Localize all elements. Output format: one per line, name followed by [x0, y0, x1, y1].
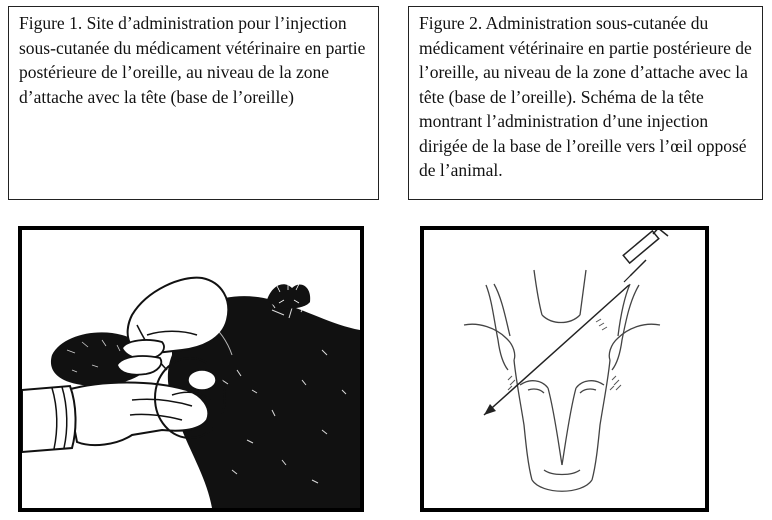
figure-2-illustration — [420, 226, 709, 512]
figure-1-caption-box — [8, 6, 379, 200]
figure-2-caption: Figure 2. Administration sous-cutanée du médicament vétérinaire en partie postérieure de l’oreille, au niveau de la zone d’attache avec la tête (base de l’oreille). Schéma de la tête montrant l’administration d’une injection dirigée de la base de l’oreille vers l’œil opposé de l’animal. — [419, 13, 752, 180]
head-schematic-illustration — [424, 230, 705, 508]
ear-injection-illustration — [22, 230, 360, 508]
figure-1-caption: Figure 1. Site d’administration pour l’injection sous-cutanée du médicament vétérinaire en partie postérieure de l’oreille, au niveau de la zone d’attache avec la tête (base de l’oreille) — [19, 13, 366, 107]
figure-2-caption-box — [408, 6, 763, 200]
figure-1-illustration — [18, 226, 364, 512]
